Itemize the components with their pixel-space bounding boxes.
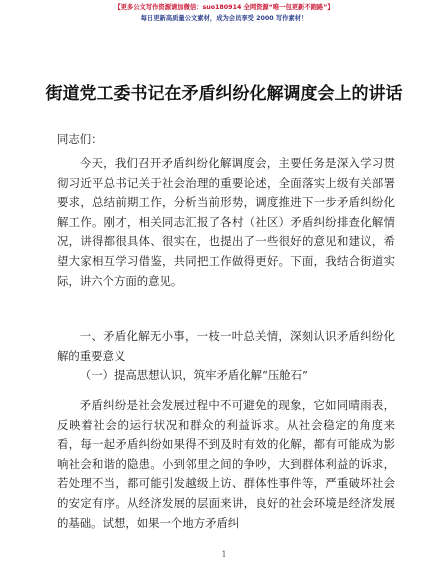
- subsection-heading-1: （一）提高思想认识，筑牢矛盾化解“压舱石”: [79, 368, 308, 382]
- document-title: 街道党工委书记在矛盾纠纷化解调度会上的讲话: [45, 84, 403, 104]
- header-promo-line: 【更多公文写作资源请加微信：suo180914 全网资源“唯一包更新不跑路”】: [114, 4, 334, 11]
- paragraph-body: 矛盾纠纷是社会发展过程中不可避免的现象，它如同晴雨表，反映着社会的运行状况和群众的利益诉求。从社会稳定的角度来看，每一起矛盾纠纷如果得不到及时有效的化解，都有可能成为影响社会和谐的隐患。小到邻里之间的争吵，大到群体利益的诉求，若处理不当，都可能引发越级上访、群体性事件等，严重破坏社会的安定有序。从经济发展的层面来讲，良好的社会环境是经济发展的基础。试想，如果一个地方矛盾纠: [57, 398, 395, 530]
- section-heading-1: 一、矛盾化解无小事，一枝一叶总关情，深刻认识矛盾纠纷化解的重要意义: [57, 329, 395, 363]
- salutation: 同志们：: [57, 132, 103, 146]
- header-subtitle-line: 每日更新高质量公文素材，成为会员享受 2000 写作素材！: [140, 15, 308, 22]
- paragraph-intro: 今天，我们召开矛盾纠纷化解调度会，主要任务是深入学习贯彻习近平总书记关于社会治理的重要论述，全面落实上级有关部署要求，总结前期工作，分析当前形势，调度推进下一步矛盾纠纷化解工作。刚才，相关同志汇报了各村（社区）矛盾纠纷排查化解情况，讲得都很具体、很实在，也提出了一些很好的意见和建议，希望大家相互学习借鉴，共同把工作做得更好。下面，我结合街道实际，讲六个方面的意见。: [57, 156, 395, 288]
- page-number: 1: [221, 550, 227, 559]
- document-header-banner: [0, 2, 448, 24]
